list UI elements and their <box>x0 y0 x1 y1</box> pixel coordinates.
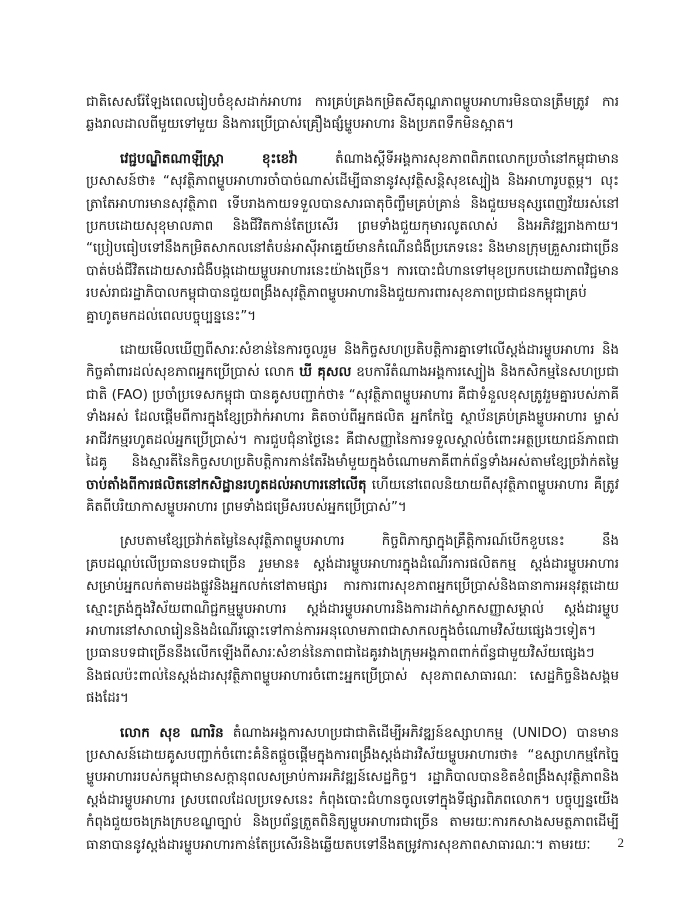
paragraph-3-text-c: ហើយនៅពេលនិយាយពីសុវត្ថិភាពម្ហូបអាហារ គឺត្រូវគិតពីបរិយាកាសម្ហូបអាហារ ព្រមទាំងជម្រើសរបស់អ្នកប្រើប្រាស់”។ <box>86 477 619 515</box>
paragraph-1 <box>86 92 619 137</box>
body-text <box>86 92 619 869</box>
paragraph-3 <box>86 340 619 519</box>
farm-to-table-phrase: ចាប់តាំងពីការផលិតនៅកសិដ្ឋានរហូតដល់អាហារនៅលើតុ <box>86 477 367 493</box>
page-number: 2 <box>617 835 624 850</box>
paragraph-4-text: ស្របតាមខ្សែច្រវ៉ាក់តម្លៃនៃសុវត្ថិភាពម្ហូបអាហារ កិច្ចពិភាក្សាក្នុងគ្រឹត្តិការណ៍បើកខួបនេះ នឹងគ្របដណ្តប់លើប្រធានបទជាច្រើន រួមមាន៖ ស្តង់ដារម្ហូបអាហារក្នុងដំណើរការផលិតកម្ម ស្តង់ដារម្ហូបអាហារសម្រាប់អ្នកលក់តាមដងផ្លូវនិងអ្នកលក់នៅតាមផ្សារ ការការពារសុខភាពអ្នកប្រើប្រាស់និងធានាការអនុវត្តដោយស្មោះត្រង់ក្នុងវិស័យពាណិជ្ជកម្មម្ហូបអាហារ ស្តង់ដារម្ហូបអាហារនិងការដាក់ស្លាកសញ្ញាសម្គាល់ ស្តង់ដារម្ហូបអាហារនៅសាលារៀននិងដំណើរឆ្ពោះទៅកាន់ការអនុលោមភាពជាសាកលក្នុងចំណោមវិស័យផ្សេងៗទៀត។ ប្រធានបទជាច្រើននឹងលើកឡើងពីសារៈសំខាន់នៃភាពជាដៃគូរវាងក្រុមអង្គភាពពាក់ព័ន្ធជាមួយវិស័យផ្សេងៗ និងផលប៉ះពាល់នៃស្តង់ដារសុវត្ថិភាពម្ហូបអាហារចំពោះអ្នកប្រើប្រាស់ សុខភាពសាធារណៈ សេដ្ឋកិច្ចនិងសង្គមផងដែរ។ <box>86 534 619 707</box>
paragraph-1-text: ជាតិសេសរ៉ែឡែងពេលរៀបចំខុសដាក់អាហារ ការគ្រប់គ្រងកម្រិតសីតុណ្ហភាពម្ហូបអាហារមិនបានត្រឹមត្រូវ ការឆ្លងរាលដាលពីមួយទៅមួយ និងការប្រើប្រាស់គ្រឿងផ្សំម្ហូបអាហារ និងប្រភពទឹកមិនស្អាត។ <box>86 95 619 133</box>
paragraph-5-text: តំណាងអង្គការសហប្រជាជាតិដើម្បីអភិវឌ្ឍន៍ឧស្សាហកម្ម (UNIDO) បានមានប្រសាសន៍ដោយគូសបញ្ជាក់ចំពោះគំនិតផ្តួចផ្តើមក្នុងការពង្រឹងស្តង់ដារវិស័យម្ហូបអាហារថា៖ “ឧស្សាហកម្មកែច្នៃម្ហូបអាហាររបស់កម្ពុជាមានសក្តានុពលសម្រាប់ការអភិវឌ្ឍន៍សេដ្ឋកិច្ច។ រដ្ឋាភិបាលបានខិតខំពង្រឹងសុវត្ថិភាពនិងស្តង់ដារម្ហូបអាហារ ស្របពេលដែលប្រទេសនេះ កំពុងបោះជំហានចូលទៅក្នុងទីផ្សារពិភពលោក។ បច្ចុប្បន្នយើងកំពុងជួយចងក្រងក្របខណ្ឌច្បាប់ និងប្រព័ន្ធត្រួតពិនិត្យម្ហូបអាហារជាច្រើន តាមរយៈការកសាងសមត្ថភាពដើម្បីធានាបាននូវស្តង់ដារម្ហូបអាហារកាន់តែប្រសើរនិងឆ្លើយតបទៅនឹងតម្រូវការសុខភាពសាធារណៈ។ តាមរយៈ <box>86 725 620 853</box>
paragraph-2 <box>86 149 619 328</box>
speaker-name-unido: លោក សុខ ណារិន <box>120 725 224 741</box>
paragraph-4 <box>86 531 619 710</box>
paragraph-5 <box>86 723 619 857</box>
paragraph-3-text-a: ដោយមើលឃើញពីសារៈសំខាន់នៃការចូលរួម និងកិច្ចសហប្រតិបត្តិការគ្នាទៅលើស្តង់ដារម្ហូបអាហារ និងកិច្ចគាំពារដល់សុខភាពអ្នកប្រើប្រាស់ លោក <box>86 343 619 381</box>
speaker-name-fao: ឃី គុសល <box>299 365 352 381</box>
paragraph-3-text-b: ឧបការីតំណាងអង្គការស្បៀង និងកសិកម្មនៃសហប្រជាជាតិ (FAO) ប្រចាំប្រទេសកម្ពុជា បានគូសបញ្ជាក់ថា៖ “សុវត្ថិភាពម្ហូបអាហារ គឺជាទំនួលខុសត្រូវរួមគ្នារបស់ភាគីទាំងអស់ ដែលផ្តើមពីការក្នុងខ្សែច្រវ៉ាក់អាហារ គិតចាប់ពីអ្នកផលិត អ្នកកែច្នៃ ស្ថាប័នគ្រប់គ្រងម្ហូបអាហារ ម្ចាស់អាជីវកម្មរហូតដល់អ្នកប្រើប្រាស់។ ការជួបជុំនាថ្ងៃនេះ គឺជាសញ្ញានៃការទទួលស្គាល់ចំពោះអត្ថប្រយោជន៍ភាពជាដៃគូ និងស្មារតីនៃកិច្ចសហប្រតិបត្តិការកាន់តែរឹងមាំមួយក្នុងចំណោមភាគីពាក់ព័ន្ធទាំងអស់តាមខ្សែច្រវ៉ាក់តម្លៃ <box>86 365 619 471</box>
speaker-name-who: វេជ្ជបណ្ឌិតណាឡីស្រ្តា ខុះខេវ៉ា <box>120 151 298 167</box>
paragraph-2-text: តំណាងស្តីទីអង្គការសុខភាពពិភពលោកប្រចាំនៅកម្ពុជាមានប្រសាសន៍ថា៖ “សុវត្ថិភាពម្ហូបអាហារចាំបាច់ណាស់ដើម្បីធានានូវសុវត្ថិសន្តិសុខស្បៀង និងអាហារូបត្ថម្ភ។ លុះត្រាតែអាហារមានសុវត្ថិភាព ទើបរាងកាយទទួលបានសារធាតុចិញ្ចឹមគ្រប់គ្រាន់ និងជួយមនុស្សពេញវ័យរស់នៅប្រកបដោយសុខុមាលភាព និងជីវិតកាន់តែប្រសើរ ព្រមទាំងជួយកុមារលូតលាស់ និងអភិវឌ្ឍរាងកាយ។ “ប្រៀបធៀបទៅនឹងកម្រិតសាកលនៅតំបន់អាស៊ីអាគ្នេយ៍មានកំណើនជំងឺប្រភេទនេះ និងមានក្រុមគ្រួសារជាច្រើនបាត់បង់ជីវិតដោយសារជំងឺបង្កដោយម្ហូបអាហារនេះយ៉ាងច្រើន។ ការបោះជំហានទៅមុខប្រកបដោយភាពវិជ្ជមានរបស់រាជរដ្ឋាភិបាលកម្ពុជាបានជួយពង្រឹងសុវត្ថិភាពម្ហូបអាហារនិងជួយការពារសុខភាពប្រជាជនកម្ពុជាគ្រប់គ្នាហូតមកដល់ពេលបច្ចុប្បន្ននេះ”។ <box>86 151 620 324</box>
